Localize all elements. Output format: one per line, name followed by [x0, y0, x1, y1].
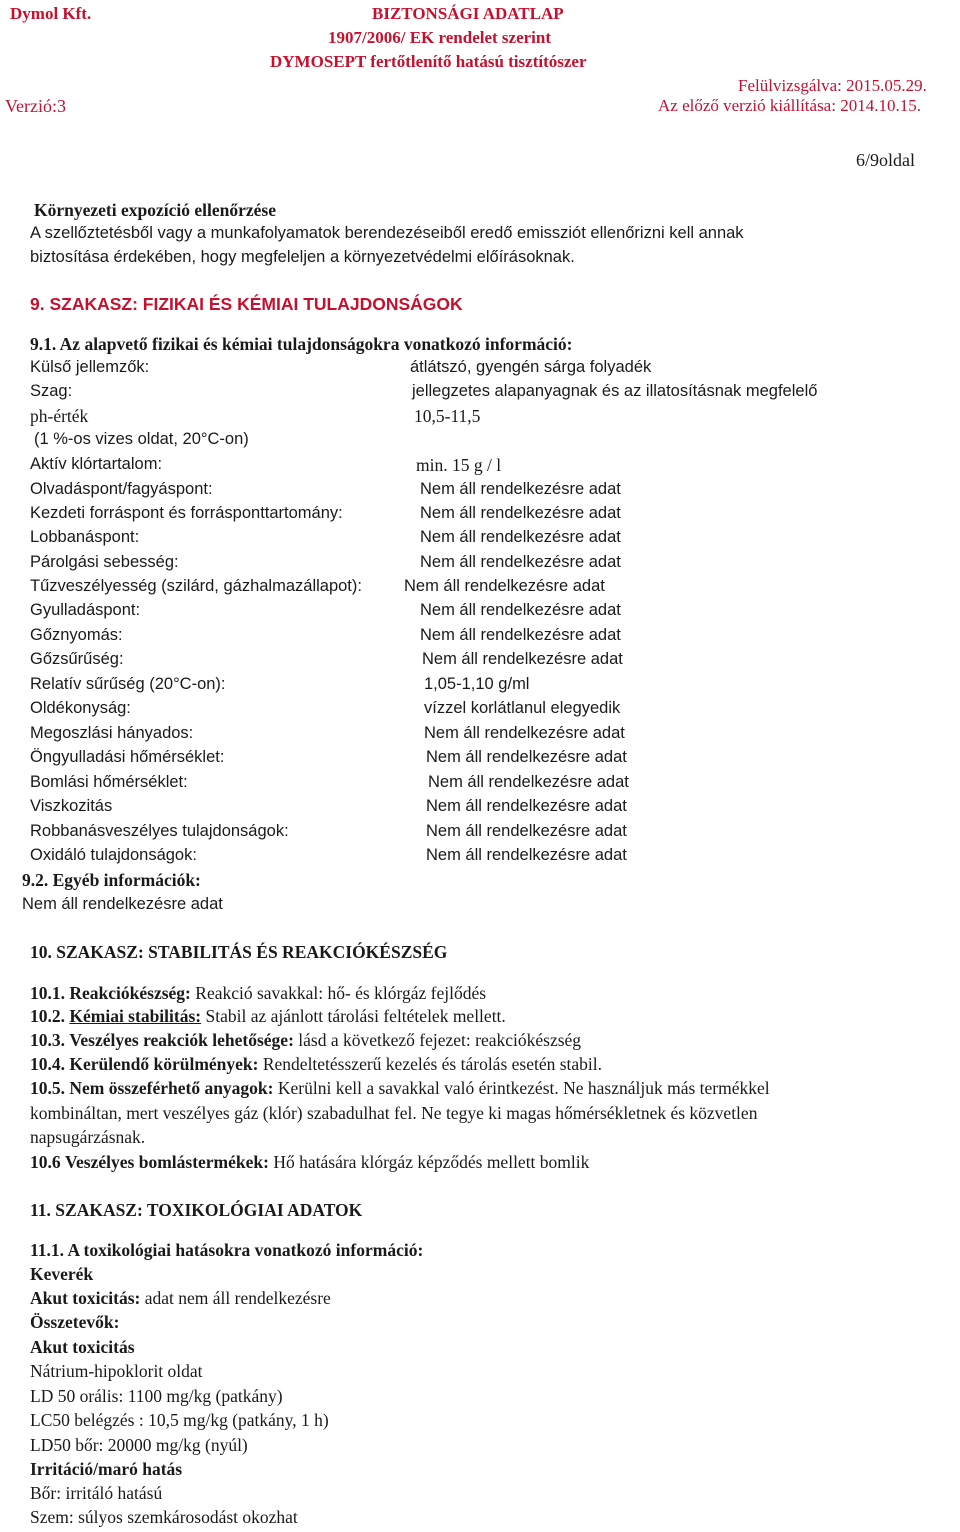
prop-value: Nem áll rendelkezésre adat	[426, 822, 627, 840]
section-9-2-title: 9.2. Egyéb információk:	[22, 870, 201, 890]
item-10-5-line3: napsugárzásnak.	[30, 1127, 146, 1147]
prop-label: Gyulladáspont:	[30, 601, 141, 619]
prop-label: Kezdeti forráspont és forrásponttartomány:	[30, 504, 343, 522]
prop-label: Bomlási hőmérséklet:	[30, 773, 188, 791]
item-10-6	[30, 1152, 589, 1172]
item-number: 10.1.	[30, 983, 65, 1003]
mixture-label: Keverék	[30, 1264, 94, 1284]
previous-version-date: Az előző verzió kiállítása: 2014.10.15.	[658, 96, 921, 115]
prop-label: Tűzveszélyesség (szilárd, gázhalmazállapot):	[30, 577, 362, 595]
section-9-heading: 9. SZAKASZ: FIZIKAI ÉS KÉMIAI TULAJDONSÁGOK	[30, 294, 463, 314]
document-title: BIZTONSÁGI ADATLAP	[372, 4, 564, 23]
prop-label: Viszkozitás	[30, 797, 113, 815]
acute-toxicity-label: Akut toxicitás	[30, 1337, 135, 1357]
item-10-2	[30, 1006, 506, 1026]
skin-effect: Bőr: irritáló hatású	[30, 1483, 163, 1503]
prop-label: Olvadáspont/fagyáspont:	[30, 480, 213, 498]
regulation: 1907/2006/ EK rendelet szerint	[328, 28, 552, 47]
prop-value: Nem áll rendelkezésre adat	[428, 773, 629, 791]
item-text: Reakció savakkal: hő- és klórgáz fejlődés	[190, 983, 487, 1003]
item-10-3	[30, 1030, 581, 1050]
prop-value: Nem áll rendelkezésre adat	[420, 553, 621, 571]
acute-toxicity-mixture	[30, 1288, 331, 1308]
prop-value: min. 15 g / l	[416, 455, 502, 475]
prop-value: vízzel korlátlanul elegyedik	[424, 699, 621, 717]
item-text: Stabil az ajánlott tárolási feltételek mellett.	[201, 1006, 506, 1026]
prop-label: Párolgási sebesség:	[30, 553, 179, 571]
components-label: Összetevők:	[30, 1312, 120, 1332]
prop-value: Nem áll rendelkezésre adat	[426, 748, 627, 766]
version: Verzió:3	[5, 96, 66, 116]
item-number: 10.4.	[30, 1054, 65, 1074]
prop-label: ph-érték	[30, 406, 89, 426]
prop-label: Gőznyomás:	[30, 626, 123, 644]
item-title: Kerülendő körülmények:	[69, 1054, 259, 1074]
item-10-5-line2: kombináltan, mert veszélyes gáz (klór) szabadulhat fel. Ne tegye ki magas hőmérsékletnek és közvetlen	[30, 1103, 758, 1123]
prop-value: 10,5-11,5	[414, 406, 481, 426]
item-title: Veszélyes reakciók lehetősége:	[69, 1030, 294, 1050]
prop-label: Külső jellemzők:	[30, 358, 150, 376]
ld50-oral: LD 50 orális: 1100 mg/kg (patkány)	[30, 1386, 283, 1406]
env-text-line1: A szellőztetésből vagy a munkafolyamatok berendezéseiből eredő emissziót ellenőrizni kell annak	[30, 224, 744, 242]
prop-value: Nem áll rendelkezésre adat	[422, 650, 623, 668]
item-title: Kémiai stabilitás:	[69, 1006, 202, 1026]
item-number: 10.5.	[30, 1078, 65, 1098]
item-text: Kerülni kell a savakkal való érintkezést. Ne használjuk más termékkel	[273, 1078, 770, 1098]
prop-label: Szag:	[30, 382, 73, 400]
ld50-skin: LD50 bőr: 20000 mg/kg (nyúl)	[30, 1435, 248, 1455]
company-name: Dymol Kft.	[10, 4, 92, 23]
prop-label: Lobbanáspont:	[30, 528, 140, 546]
prop-value: Nem áll rendelkezésre adat	[426, 797, 627, 815]
item-number: 10.3.	[30, 1030, 65, 1050]
prop-label: Megoszlási hányados:	[30, 724, 194, 742]
env-text-line2: biztosítása érdekében, hogy megfeleljen a környezetvédelmi előírásoknak.	[30, 248, 575, 266]
item-text: Hő hatására klórgáz képződés mellett bomlik	[268, 1152, 590, 1172]
prop-value: átlátszó, gyengén sárga folyadék	[410, 358, 652, 376]
item-10-1	[30, 983, 486, 1003]
prop-value: 1,05-1,10 g/ml	[424, 675, 530, 693]
prop-value: Nem áll rendelkezésre adat	[404, 577, 605, 595]
page-number: 6/9oldal	[856, 150, 915, 170]
prop-value: Nem áll rendelkezésre adat	[426, 846, 627, 864]
prop-value: Nem áll rendelkezésre adat	[420, 626, 621, 644]
section-10-heading: 10. SZAKASZ: STABILITÁS ÉS REAKCIÓKÉSZSÉG	[30, 942, 448, 962]
prop-value: Nem áll rendelkezésre adat	[420, 528, 621, 546]
section-9-1-title: 9.1. Az alapvető fizikai és kémiai tulajdonságokra vonatkozó információ:	[30, 334, 573, 354]
prop-label: Oldékonyság:	[30, 699, 131, 717]
acute-label: Akut toxicitás:	[30, 1288, 141, 1308]
prop-value: Nem áll rendelkezésre adat	[420, 601, 621, 619]
item-number: 10.6	[30, 1152, 61, 1172]
product-name: DYMOSEPT fertőtlenítő hatású tisztítószer	[270, 52, 587, 71]
substance-name: Nátrium-hipoklorit oldat	[30, 1361, 203, 1381]
item-text: lásd a következő fejezet: reakciókészség	[293, 1030, 582, 1050]
prop-label: Öngyulladási hőmérséklet:	[30, 748, 225, 766]
prop-value: Nem áll rendelkezésre adat	[420, 504, 621, 522]
section-9-2-text: Nem áll rendelkezésre adat	[22, 895, 223, 913]
prop-label: Relatív sűrűség (20°C-on):	[30, 675, 226, 693]
item-10-5	[30, 1078, 770, 1098]
eye-effect: Szem: súlyos szemkárosodást okozhat	[30, 1507, 298, 1527]
irritation-label: Irritáció/maró hatás	[30, 1459, 183, 1479]
env-title: Környezeti expozíció ellenőrzése	[34, 200, 276, 220]
acute-text: adat nem áll rendelkezésre	[140, 1288, 331, 1308]
prop-label: Aktív klórtartalom:	[30, 455, 163, 473]
item-10-4	[30, 1054, 602, 1074]
section-11-heading: 11. SZAKASZ: TOXIKOLÓGIAI ADATOK	[30, 1200, 363, 1220]
prop-label: Robbanásveszélyes tulajdonságok:	[30, 822, 289, 840]
prop-label: Gőzsűrűség:	[30, 650, 124, 668]
lc50-inhalation: LC50 belégzés : 10,5 mg/kg (patkány, 1 h)	[30, 1410, 329, 1430]
item-number: 10.2.	[30, 1006, 65, 1026]
prop-label: (1 %-os vizes oldat, 20°C-on)	[34, 430, 249, 448]
prop-label: Oxidáló tulajdonságok:	[30, 846, 197, 864]
prop-value: Nem áll rendelkezésre adat	[420, 480, 621, 498]
item-title: Reakciókészség:	[69, 983, 191, 1003]
revision-date: Felülvizsgálva: 2015.05.29.	[738, 76, 927, 95]
section-11-1-title: 11.1. A toxikológiai hatásokra vonatkozó információ:	[30, 1240, 424, 1260]
item-title: Veszélyes bomlástermékek:	[65, 1152, 269, 1172]
item-title: Nem összeférhető anyagok:	[69, 1078, 274, 1098]
prop-value: Nem áll rendelkezésre adat	[424, 724, 625, 742]
prop-value: jellegzetes alapanyagnak és az illatosításnak megfelelő	[412, 382, 818, 400]
item-text: Rendeltetésszerű kezelés és tárolás esetén stabil.	[258, 1054, 603, 1074]
